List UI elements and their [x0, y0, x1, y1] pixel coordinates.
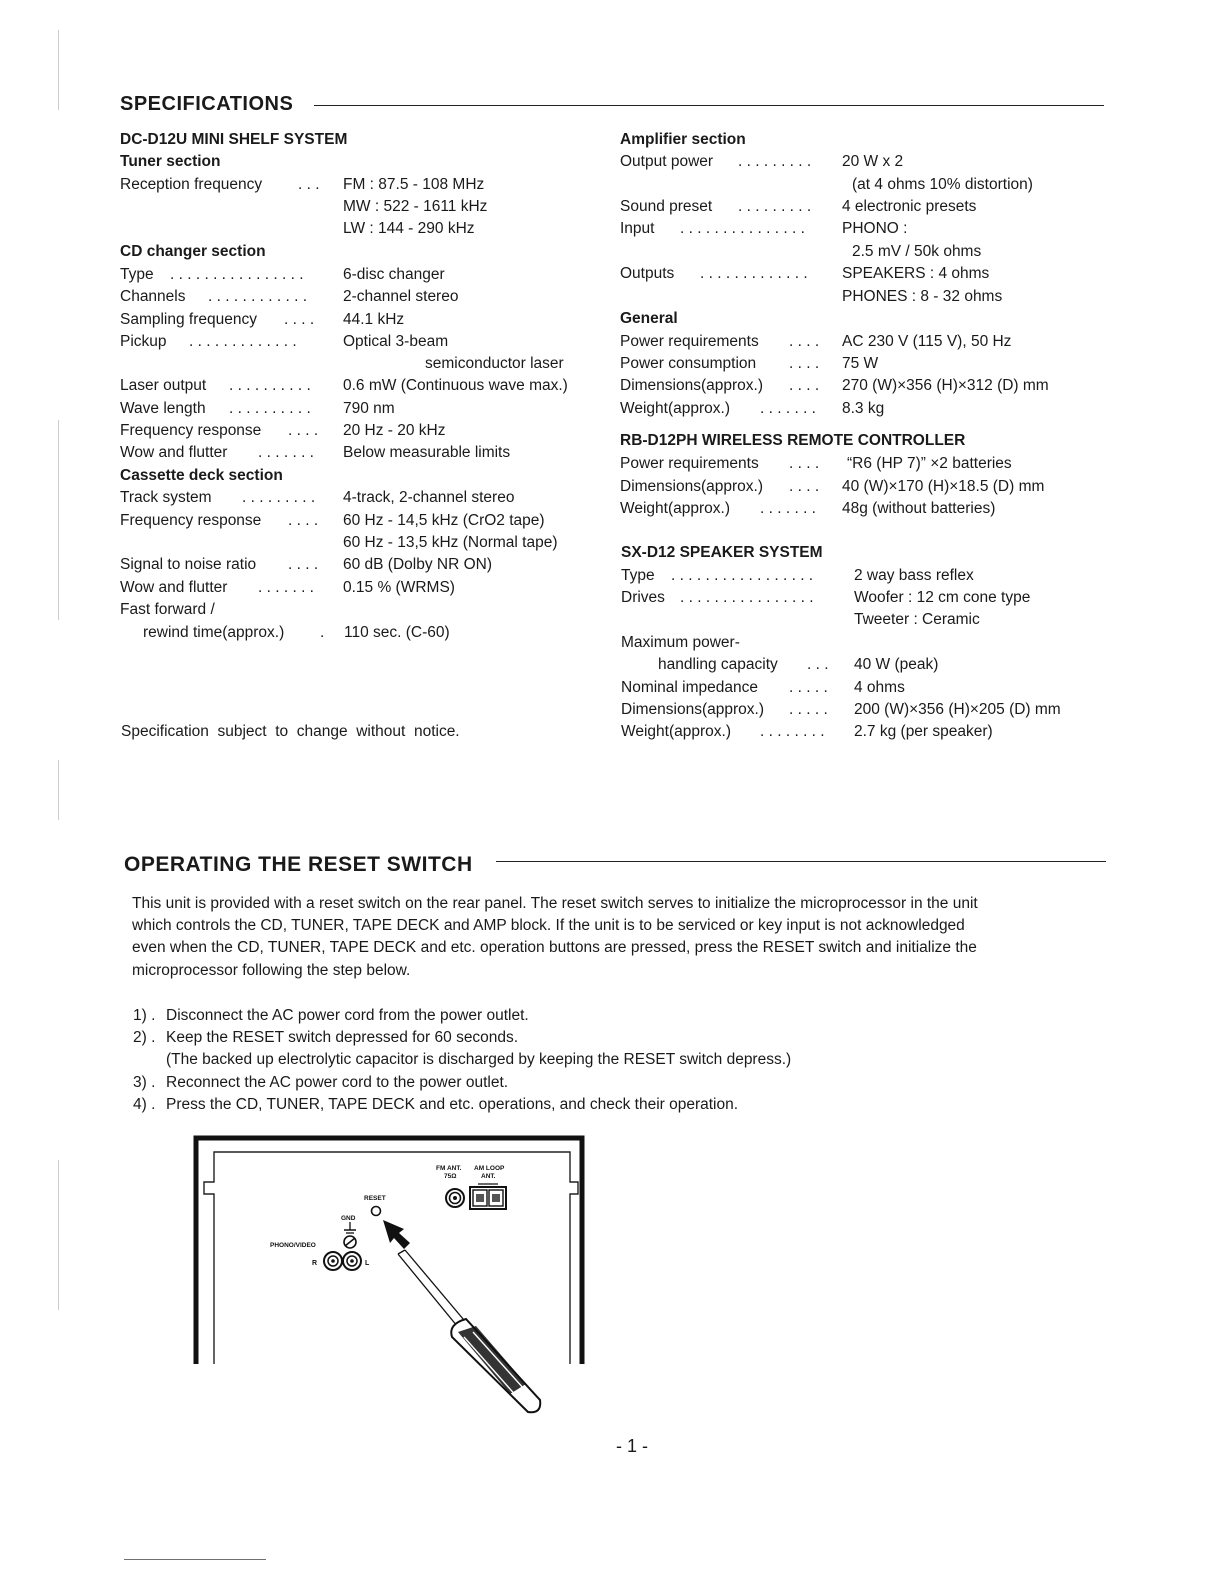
cd-row-value: 44.1 kHz: [343, 311, 405, 328]
amplifier-heading: Amplifier section: [620, 131, 746, 148]
cd-row-dots: . . . . . . . . . . . . . . . .: [170, 266, 304, 283]
general-row-value: 8.3 kg: [842, 400, 885, 417]
tuner-label: Reception frequency: [120, 176, 263, 193]
speaker-row-label: Nominal impedance: [621, 679, 758, 696]
speaker-row-label: handling capacity: [658, 656, 778, 673]
speaker-row-dots: . . . . . . . . . . . . . . . . .: [671, 567, 814, 584]
cd-row-dots: . . . . . . .: [258, 444, 314, 461]
speaker-row-dots: . . . . . . . . . . . . . . . .: [680, 589, 814, 606]
amp-row-value: 4 electronic presets: [842, 198, 977, 215]
remote-row-dots: . . . .: [789, 478, 820, 495]
cassette-row-value: 0.15 % (WRMS): [343, 579, 455, 596]
cd-row-value: 20 Hz - 20 kHz: [343, 422, 446, 439]
panel-outer-frame: [196, 1138, 582, 1364]
cd-row-value: Optical 3-beam: [343, 333, 449, 350]
reset-paragraph-line: microprocessor following the step below.: [132, 962, 411, 979]
speaker-row-value: Tweeter : Ceramic: [854, 611, 980, 628]
general-row-value: AC 230 V (115 V), 50 Hz: [842, 333, 1012, 350]
screwdriver-icon: [398, 1250, 540, 1412]
phono-video-label: PHONO/VIDEO: [270, 1242, 316, 1249]
gnd-label: GND: [341, 1215, 356, 1222]
remote-row-dots: . . . .: [789, 455, 820, 472]
amp-row-dots: . . . . . . . . . . . . .: [700, 265, 808, 282]
step-number: 2) .: [133, 1029, 156, 1046]
cd-row-dots: . . . . . . . . . . . . .: [189, 333, 297, 350]
cd-row-dots: . . . . . . . . . .: [229, 377, 311, 394]
amp-row-value: PHONO :: [842, 220, 908, 237]
reset-button[interactable]: [372, 1207, 381, 1216]
general-row-value: 75 W: [842, 355, 879, 372]
cd-row-value: semiconductor laser: [425, 355, 564, 372]
cassette-row-label: Fast forward /: [120, 601, 215, 618]
amp-row-label: Output power: [620, 153, 714, 170]
reset-rule: [496, 861, 1106, 862]
amp-row-label: Sound preset: [620, 198, 713, 215]
general-row-dots: . . . .: [789, 377, 820, 394]
cd-row-label: Frequency response: [120, 422, 262, 439]
panel-inner-outline: [204, 1152, 578, 1364]
scan-margin-mark: [58, 420, 59, 620]
pointer-arrow-icon: [383, 1220, 410, 1249]
remote-row-value: 40 (W)×170 (H)×18.5 (D) mm: [842, 478, 1045, 495]
general-row-label: Power requirements: [620, 333, 759, 350]
speaker-heading: SX-D12 SPEAKER SYSTEM: [621, 544, 823, 561]
tuner-value-mw: MW : 522 - 1611 kHz: [343, 198, 488, 215]
scan-margin-mark: [58, 30, 59, 110]
scan-margin-mark: [58, 760, 59, 820]
amp-row-value: 20 W x 2: [842, 153, 904, 170]
general-row-label: Dimensions(approx.): [620, 377, 763, 394]
reset-label: RESET: [364, 1195, 386, 1202]
general-heading: General: [620, 310, 678, 327]
cd-row-value: 6-disc changer: [343, 266, 445, 283]
amp-row-dots: . . . . . . . . .: [738, 153, 812, 170]
cd-row-label: Pickup: [120, 333, 167, 350]
cassette-row-label: Frequency response: [120, 512, 262, 529]
cd-heading: CD changer section: [120, 243, 266, 260]
speaker-row-dots: . . .: [807, 656, 829, 673]
cd-row-value: 2-channel stereo: [343, 288, 459, 305]
cd-row-label: Wow and flutter: [120, 444, 228, 461]
amp-row-value: 2.5 mV / 50k ohms: [852, 243, 982, 260]
cassette-row-dots: .: [320, 624, 325, 641]
speaker-row-label: Weight(approx.): [621, 723, 731, 740]
gnd-screw: [344, 1236, 356, 1248]
cassette-row-value: 60 dB (Dolby NR ON): [343, 556, 493, 573]
step-number: 4) .: [133, 1096, 156, 1113]
speaker-row-value: 200 (W)×356 (H)×205 (D) mm: [854, 701, 1061, 718]
cd-row-value: Below measurable limits: [343, 444, 511, 461]
phono-rca-jacks: [324, 1252, 361, 1270]
remote-row-dots: . . . . . . .: [760, 500, 816, 517]
reset-paragraph-line: even when the CD, TUNER, TAPE DECK and etc. operation buttons are pressed, press the RESET switch and initialize the: [132, 939, 977, 956]
amp-row-value: PHONES : 8 - 32 ohms: [842, 288, 1003, 305]
cd-row-dots: . . . .: [288, 422, 319, 439]
page-number: - 1 -: [616, 1436, 649, 1456]
general-row-dots: . . . . . . .: [760, 400, 816, 417]
bottom-rule: [124, 1559, 266, 1560]
step-number: 1) .: [133, 1007, 156, 1024]
speaker-row-dots: . . . . . . . .: [760, 723, 825, 740]
am-ant-label: ANT.: [481, 1173, 496, 1180]
speaker-row-label: Drives: [621, 589, 665, 606]
remote-row-label: Dimensions(approx.): [620, 478, 763, 495]
cassette-row-label: rewind time(approx.): [143, 624, 285, 641]
speaker-row-label: Maximum power-: [621, 634, 740, 651]
cassette-row-dots: . . . . . . .: [258, 579, 314, 596]
general-row-dots: . . . .: [789, 333, 820, 350]
step-text: Reconnect the AC power cord to the power outlet.: [166, 1074, 509, 1091]
cassette-row-label: Track system: [120, 489, 212, 506]
gnd-symbol: [344, 1222, 356, 1233]
general-row-dots: . . . .: [789, 355, 820, 372]
remote-heading: RB-D12PH WIRELESS REMOTE CONTROLLER: [620, 432, 966, 449]
amp-row-value: (at 4 ohms 10% distortion): [852, 176, 1033, 193]
cassette-row-value: 60 Hz - 14,5 kHz (CrO2 tape): [343, 512, 545, 529]
rear-panel-diagram: [190, 1132, 590, 1422]
speaker-row-value: Woofer : 12 cm cone type: [854, 589, 1031, 606]
tuner-value-fm: FM : 87.5 - 108 MHz: [343, 176, 485, 193]
scan-margin-mark: [58, 1160, 59, 1310]
cd-row-label: Laser output: [120, 377, 207, 394]
cd-row-value: 0.6 mW (Continuous wave max.): [343, 377, 568, 394]
am-loop-label: AM LOOP: [474, 1165, 505, 1172]
speaker-row-value: 40 W (peak): [854, 656, 939, 673]
specifications-title: SPECIFICATIONS: [120, 93, 294, 115]
remote-row-value: “R6 (HP 7)” ×2 batteries: [847, 455, 1012, 472]
amp-row-label: Input: [620, 220, 655, 237]
speaker-row-value: 2 way bass reflex: [854, 567, 974, 584]
cassette-row-label: Wow and flutter: [120, 579, 228, 596]
cd-row-label: Type: [120, 266, 154, 283]
l-label: L: [365, 1260, 370, 1267]
cassette-row-value: 110 sec. (C-60): [344, 624, 450, 641]
cassette-row-value: 4-track, 2-channel stereo: [343, 489, 515, 506]
cassette-row-value: 60 Hz - 13,5 kHz (Normal tape): [343, 534, 558, 551]
speaker-row-dots: . . . . .: [789, 701, 828, 718]
remote-row-label: Power requirements: [620, 455, 759, 472]
general-row-label: Weight(approx.): [620, 400, 730, 417]
speaker-row-value: 4 ohms: [854, 679, 905, 696]
cassette-row-dots: . . . .: [288, 556, 319, 573]
general-row-label: Power consumption: [620, 355, 757, 372]
fm-antenna-jack: [446, 1189, 464, 1207]
r-label: R: [312, 1260, 318, 1267]
cassette-row-dots: . . . .: [288, 512, 319, 529]
cd-row-value: 790 nm: [343, 400, 395, 417]
tuner-heading: Tuner section: [120, 153, 221, 170]
amp-row-dots: . . . . . . . . . . . . . . .: [680, 220, 805, 237]
step-number: 3) .: [133, 1074, 156, 1091]
general-row-value: 270 (W)×356 (H)×312 (D) mm: [842, 377, 1049, 394]
cassette-row-dots: . . . . . . . . .: [242, 489, 316, 506]
speaker-row-dots: . . . . .: [789, 679, 828, 696]
remote-row-label: Weight(approx.): [620, 500, 730, 517]
am-loop-terminal: [470, 1184, 506, 1209]
remote-row-value: 48g (without batteries): [842, 500, 996, 517]
cd-row-dots: . . . . . . . . . .: [229, 400, 311, 417]
step-text: Keep the RESET switch depressed for 60 seconds.: [166, 1029, 519, 1046]
step-text: Press the CD, TUNER, TAPE DECK and etc. operations, and check their operation.: [166, 1096, 739, 1113]
cd-row-dots: . . . . . . . . . . . .: [208, 288, 308, 305]
step-note: (The backed up electrolytic capacitor is discharged by keeping the RESET switch depress.): [166, 1051, 792, 1068]
cassette-heading: Cassette deck section: [120, 467, 283, 484]
reset-title: OPERATING THE RESET SWITCH: [124, 853, 473, 876]
step-text: Disconnect the AC power cord from the power outlet.: [166, 1007, 529, 1024]
cd-row-label: Channels: [120, 288, 186, 305]
cd-row-dots: . . . .: [284, 311, 315, 328]
fm-ohm-label: 75Ω: [444, 1173, 457, 1180]
reset-paragraph-line: which controls the CD, TUNER, TAPE DECK and AMP block. If the unit is to be serviced or key input is not acknowledged: [132, 917, 965, 934]
cassette-row-label: Signal to noise ratio: [120, 556, 257, 573]
speaker-row-label: Type: [621, 567, 655, 584]
speaker-row-value: 2.7 kg (per speaker): [854, 723, 993, 740]
specifications-rule: [314, 105, 1104, 106]
amp-row-label: Outputs: [620, 265, 675, 282]
reset-paragraph-line: This unit is provided with a reset switch on the rear panel. The reset switch serves to initialize the microprocessor in the unit: [132, 895, 978, 912]
cd-row-label: Sampling frequency: [120, 311, 257, 328]
cd-row-label: Wave length: [120, 400, 206, 417]
amp-row-dots: . . . . . . . . .: [738, 198, 812, 215]
system-title: DC-D12U MINI SHELF SYSTEM: [120, 131, 348, 148]
tuner-dots: . . .: [298, 176, 320, 193]
spec-notice: Specification subject to change without notice.: [121, 723, 460, 740]
speaker-row-label: Dimensions(approx.): [621, 701, 764, 718]
tuner-value-lw: LW : 144 - 290 kHz: [343, 220, 475, 237]
amp-row-value: SPEAKERS : 4 ohms: [842, 265, 990, 282]
fm-ant-label: FM ANT.: [436, 1165, 462, 1172]
